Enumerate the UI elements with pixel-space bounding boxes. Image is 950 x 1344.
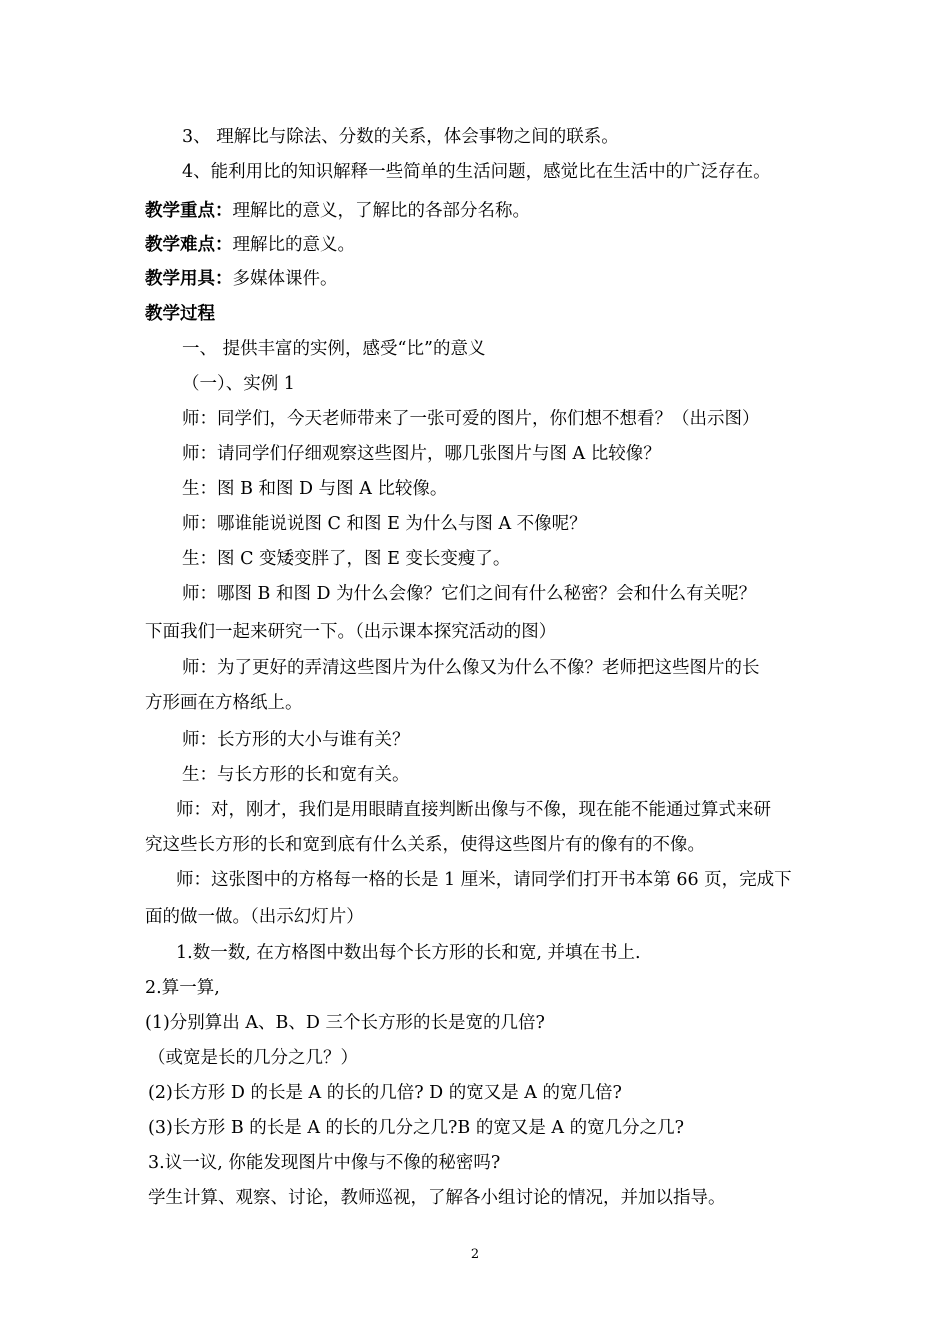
paragraph: 师：为了更好的弄清这些图片为什么像又为什么不像？老师把这些图片的长 [182, 658, 760, 678]
paragraph: 师：对，刚才，我们是用眼睛直接判断出像与不像，现在能不能通过算式来研 [176, 800, 771, 820]
paragraph: 师：请同学们仔细观察这些图片，哪几张图片与图 A 比较像？ [182, 444, 661, 464]
task-item-2-1: (1)分别算出 A、B、D 三个长方形的长是宽的几倍? [145, 1013, 545, 1033]
paragraph: 师：哪谁能说说图 C 和图 E 为什么与图 A 不像呢？ [182, 514, 587, 534]
paragraph: 师：这张图中的方格每一格的长是 1 厘米，请同学们打开书本第 66 页，完成下 [176, 870, 792, 890]
teaching-tools-label: 教学用具： [145, 269, 233, 289]
objective-3: 3、 理解比与除法、分数的关系，体会事物之间的联系。 [182, 127, 619, 147]
task-item-2: 2.算一算, [145, 978, 220, 998]
teaching-tools [145, 267, 338, 291]
task-item-2-2: (2)长方形 D 的长是 A 的长的几倍? D 的宽又是 A 的宽几倍? [148, 1083, 622, 1103]
paragraph: 下面我们一起来研究一下。（出示课本探究活动的图） [145, 622, 557, 642]
paragraph: 学生计算、观察、讨论，教师巡视，了解各小组讨论的情况，并加以指导。 [148, 1188, 726, 1208]
paragraph: 生：与长方形的长和宽有关。 [182, 765, 410, 785]
teaching-focus-text: 理解比的意义，了解比的各部分名称。 [232, 201, 530, 221]
teaching-focus-label: 教学重点： [145, 201, 233, 221]
teaching-difficulty-label: 教学难点： [145, 235, 233, 255]
task-item-1: 1.数一数, 在方格图中数出每个长方形的长和宽, 并填在书上. [176, 943, 641, 963]
part-one-heading: 一、 提供丰富的实例，感受“比”的意义 [182, 339, 486, 359]
page-number: 2 [470, 1247, 480, 1262]
task-item-2-1-note: （或宽是长的几分之几？） [148, 1048, 358, 1068]
teaching-focus [145, 199, 530, 223]
paragraph: 生：图 C 变矮变胖了，图 E 变长变瘦了。 [182, 549, 511, 569]
paragraph: 方形画在方格纸上。 [145, 693, 303, 713]
teaching-tools-text: 多媒体课件。 [232, 269, 338, 289]
task-item-2-3: (3)长方形 B 的长是 A 的长的几分之几?B 的宽又是 A 的宽几分之几? [148, 1118, 684, 1138]
task-item-3: 3.议一议, 你能发现图片中像与不像的秘密吗? [148, 1153, 501, 1173]
paragraph: 师：长方形的大小与谁有关？ [182, 730, 410, 750]
section-heading-process: 教学过程 [145, 304, 215, 324]
paragraph: 师：同学们，今天老师带来了一张可爱的图片，你们想不想看？（出示图） [182, 409, 760, 429]
teaching-difficulty-text: 理解比的意义。 [232, 235, 355, 255]
paragraph: 究这些长方形的长和宽到底有什么关系，使得这些图片有的像有的不像。 [145, 835, 705, 855]
paragraph: 生：图 B 和图 D 与图 A 比较像。 [182, 479, 448, 499]
example-1-heading: （一）、实例 1 [182, 374, 295, 394]
objective-4: 4、能利用比的知识解释一些简单的生活问题，感觉比在生活中的广泛存在。 [182, 162, 771, 182]
teaching-difficulty [145, 233, 355, 257]
paragraph: 师：哪图 B 和图 D 为什么会像？它们之间有什么秘密？会和什么有关呢？ [182, 584, 757, 604]
paragraph: 面的做一做。（出示幻灯片） [145, 907, 364, 927]
